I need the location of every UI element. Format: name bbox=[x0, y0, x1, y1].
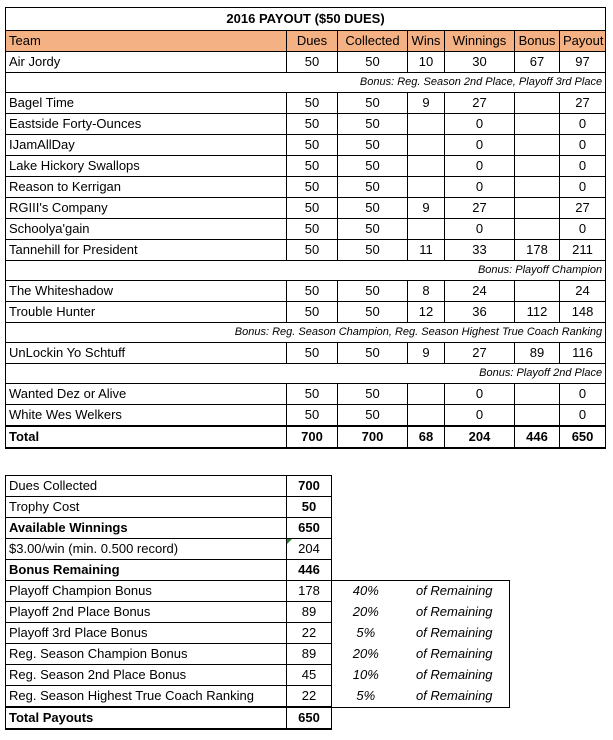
cell-payout: 0 bbox=[560, 156, 606, 177]
available-winnings-label: Available Winnings bbox=[6, 518, 287, 539]
summary-row bbox=[6, 707, 510, 729]
cell-payout: 97 bbox=[560, 52, 606, 73]
cell-wins: 11 bbox=[408, 240, 445, 261]
cell-team: Schoolya'gain bbox=[6, 219, 287, 240]
cell-payout: 0 bbox=[560, 135, 606, 156]
cell-collected: 50 bbox=[338, 198, 408, 219]
cell-bonus bbox=[515, 114, 560, 135]
cell-collected: 50 bbox=[338, 114, 408, 135]
col-header-payout: Payout bbox=[560, 31, 606, 52]
cell-bonus: 67 bbox=[515, 52, 560, 73]
cell-payout: 0 bbox=[560, 114, 606, 135]
table-row bbox=[6, 240, 606, 261]
bonus-percent: 10% bbox=[332, 665, 400, 686]
cell-bonus: 178 bbox=[515, 240, 560, 261]
cell-winnings: 24 bbox=[445, 281, 515, 302]
cell-bonus bbox=[515, 281, 560, 302]
cell-team: Air Jordy bbox=[6, 52, 287, 73]
available-winnings-value: 650 bbox=[287, 518, 332, 539]
cell-collected: 50 bbox=[338, 93, 408, 114]
trophy-cost-value: 50 bbox=[287, 497, 332, 518]
cell-wins bbox=[408, 177, 445, 198]
table-row bbox=[6, 302, 606, 323]
bonus-percent: 40% bbox=[332, 581, 400, 602]
cell-winnings: 27 bbox=[445, 343, 515, 364]
total-payout: 650 bbox=[560, 426, 606, 448]
table-row bbox=[6, 177, 606, 198]
cell-payout: 148 bbox=[560, 302, 606, 323]
table-row bbox=[6, 198, 606, 219]
cell-collected: 50 bbox=[338, 156, 408, 177]
bonus-breakdown-row bbox=[6, 581, 510, 602]
total-payouts-label: Total Payouts bbox=[6, 707, 287, 729]
cell-payout: 27 bbox=[560, 198, 606, 219]
total-payouts-value: 650 bbox=[287, 707, 332, 729]
cell-collected: 50 bbox=[338, 384, 408, 405]
bonus-label: Playoff 3rd Place Bonus bbox=[6, 623, 287, 644]
title-row bbox=[6, 8, 606, 31]
bonus-breakdown-row bbox=[6, 686, 510, 708]
cell-team: Tannehill for President bbox=[6, 240, 287, 261]
cell-bonus bbox=[515, 384, 560, 405]
cell-winnings: 30 bbox=[445, 52, 515, 73]
cell-collected: 50 bbox=[338, 302, 408, 323]
cell-wins bbox=[408, 405, 445, 427]
total-row bbox=[6, 426, 606, 448]
table-row bbox=[6, 93, 606, 114]
cell-collected: 50 bbox=[338, 240, 408, 261]
bonus-label: Reg. Season Highest True Coach Ranking bbox=[6, 686, 287, 708]
cell-wins: 10 bbox=[408, 52, 445, 73]
bonus-percent: 20% bbox=[332, 602, 400, 623]
bonus-percent: 5% bbox=[332, 686, 400, 708]
cell-bonus bbox=[515, 135, 560, 156]
trophy-cost-label: Trophy Cost bbox=[6, 497, 287, 518]
bonus-of-remaining: of Remaining bbox=[400, 665, 510, 686]
cell-bonus: 89 bbox=[515, 343, 560, 364]
cell-dues: 50 bbox=[287, 240, 338, 261]
cell-collected: 50 bbox=[338, 52, 408, 73]
total-label: Total bbox=[6, 426, 287, 448]
cell-payout: 211 bbox=[560, 240, 606, 261]
cell-team: Trouble Hunter bbox=[6, 302, 287, 323]
cell-payout: 0 bbox=[560, 177, 606, 198]
col-header-collected: Collected bbox=[338, 31, 408, 52]
bonus-value: 22 bbox=[287, 623, 332, 644]
table-row bbox=[6, 135, 606, 156]
summary-row bbox=[6, 497, 510, 518]
summary-row bbox=[6, 518, 510, 539]
cell-collected: 50 bbox=[338, 135, 408, 156]
cell-winnings: 0 bbox=[445, 384, 515, 405]
table-row bbox=[6, 405, 606, 427]
page-title: 2016 PAYOUT ($50 DUES) bbox=[6, 8, 606, 31]
cell-collected: 50 bbox=[338, 219, 408, 240]
per-win-value: 204 bbox=[287, 539, 332, 560]
summary-row bbox=[6, 539, 510, 560]
cell-wins bbox=[408, 114, 445, 135]
cell-dues: 50 bbox=[287, 177, 338, 198]
cell-dues: 50 bbox=[287, 52, 338, 73]
bonus-label: Reg. Season Champion Bonus bbox=[6, 644, 287, 665]
total-winnings: 204 bbox=[445, 426, 515, 448]
dues-collected-label: Dues Collected bbox=[6, 476, 287, 497]
cell-collected: 50 bbox=[338, 177, 408, 198]
bonus-percent: 5% bbox=[332, 623, 400, 644]
cell-team: IJamAllDay bbox=[6, 135, 287, 156]
col-header-wins: Wins bbox=[408, 31, 445, 52]
bonus-remaining-label: Bonus Remaining bbox=[6, 560, 287, 581]
payout-table bbox=[5, 7, 606, 449]
cell-team: UnLockin Yo Schtuff bbox=[6, 343, 287, 364]
cell-bonus bbox=[515, 156, 560, 177]
cell-dues: 50 bbox=[287, 198, 338, 219]
cell-collected: 50 bbox=[338, 281, 408, 302]
bonus-of-remaining: of Remaining bbox=[400, 686, 510, 708]
cell-payout: 24 bbox=[560, 281, 606, 302]
bonus-note-row bbox=[6, 323, 606, 343]
cell-wins: 9 bbox=[408, 343, 445, 364]
cell-winnings: 36 bbox=[445, 302, 515, 323]
cell-payout: 0 bbox=[560, 384, 606, 405]
bonus-breakdown-row bbox=[6, 644, 510, 665]
bonus-percent: 20% bbox=[332, 644, 400, 665]
bonus-note-row bbox=[6, 364, 606, 384]
bonus-breakdown-row bbox=[6, 602, 510, 623]
table-row bbox=[6, 384, 606, 405]
table-row bbox=[6, 156, 606, 177]
bonus-value: 89 bbox=[287, 602, 332, 623]
cell-team: Wanted Dez or Alive bbox=[6, 384, 287, 405]
cell-bonus bbox=[515, 93, 560, 114]
bonus-breakdown-row bbox=[6, 665, 510, 686]
summary-table bbox=[5, 475, 510, 730]
cell-dues: 50 bbox=[287, 405, 338, 427]
cell-dues: 50 bbox=[287, 219, 338, 240]
bonus-of-remaining: of Remaining bbox=[400, 602, 510, 623]
cell-wins bbox=[408, 156, 445, 177]
cell-dues: 50 bbox=[287, 93, 338, 114]
bonus-value: 45 bbox=[287, 665, 332, 686]
cell-bonus bbox=[515, 198, 560, 219]
bonus-of-remaining: of Remaining bbox=[400, 581, 510, 602]
cell-winnings: 0 bbox=[445, 219, 515, 240]
cell-team: Reason to Kerrigan bbox=[6, 177, 287, 198]
col-header-dues: Dues bbox=[287, 31, 338, 52]
cell-team: RGIII's Company bbox=[6, 198, 287, 219]
table-row bbox=[6, 281, 606, 302]
cell-wins: 12 bbox=[408, 302, 445, 323]
cell-wins: 9 bbox=[408, 198, 445, 219]
cell-payout: 116 bbox=[560, 343, 606, 364]
cell-bonus bbox=[515, 177, 560, 198]
bonus-label: Playoff 2nd Place Bonus bbox=[6, 602, 287, 623]
bonus-note: Bonus: Reg. Season 2nd Place, Playoff 3rd Place bbox=[6, 73, 606, 93]
bonus-of-remaining: of Remaining bbox=[400, 644, 510, 665]
bonus-note-row bbox=[6, 73, 606, 93]
cell-winnings: 0 bbox=[445, 177, 515, 198]
bonus-remaining-value: 446 bbox=[287, 560, 332, 581]
cell-wins bbox=[408, 135, 445, 156]
bonus-note-row bbox=[6, 261, 606, 281]
cell-bonus: 112 bbox=[515, 302, 560, 323]
cell-dues: 50 bbox=[287, 114, 338, 135]
total-wins: 68 bbox=[408, 426, 445, 448]
header-row bbox=[6, 31, 606, 52]
bonus-breakdown-row bbox=[6, 623, 510, 644]
cell-wins bbox=[408, 219, 445, 240]
summary-row bbox=[6, 560, 510, 581]
cell-bonus bbox=[515, 405, 560, 427]
cell-team: Eastside Forty-Ounces bbox=[6, 114, 287, 135]
col-header-winnings: Winnings bbox=[445, 31, 515, 52]
bonus-value: 89 bbox=[287, 644, 332, 665]
cell-dues: 50 bbox=[287, 302, 338, 323]
total-dues: 700 bbox=[287, 426, 338, 448]
summary-row bbox=[6, 476, 510, 497]
dues-collected-value: 700 bbox=[287, 476, 332, 497]
cell-payout: 0 bbox=[560, 219, 606, 240]
bonus-label: Playoff Champion Bonus bbox=[6, 581, 287, 602]
bonus-label: Reg. Season 2nd Place Bonus bbox=[6, 665, 287, 686]
cell-payout: 27 bbox=[560, 93, 606, 114]
cell-winnings: 27 bbox=[445, 93, 515, 114]
table-row bbox=[6, 219, 606, 240]
cell-team: White Wes Welkers bbox=[6, 405, 287, 427]
cell-dues: 50 bbox=[287, 156, 338, 177]
per-win-label: $3.00/win (min. 0.500 record) bbox=[6, 539, 287, 560]
cell-payout: 0 bbox=[560, 405, 606, 427]
total-bonus: 446 bbox=[515, 426, 560, 448]
cell-winnings: 27 bbox=[445, 198, 515, 219]
cell-dues: 50 bbox=[287, 135, 338, 156]
cell-wins: 8 bbox=[408, 281, 445, 302]
cell-collected: 50 bbox=[338, 343, 408, 364]
cell-winnings: 0 bbox=[445, 405, 515, 427]
table-row bbox=[6, 52, 606, 73]
col-header-bonus: Bonus bbox=[515, 31, 560, 52]
table-row bbox=[6, 343, 606, 364]
cell-team: Lake Hickory Swallops bbox=[6, 156, 287, 177]
cell-team: Bagel Time bbox=[6, 93, 287, 114]
cell-winnings: 0 bbox=[445, 135, 515, 156]
cell-collected: 50 bbox=[338, 405, 408, 427]
cell-wins: 9 bbox=[408, 93, 445, 114]
col-header-team: Team bbox=[6, 31, 287, 52]
cell-bonus bbox=[515, 219, 560, 240]
bonus-value: 178 bbox=[287, 581, 332, 602]
cell-dues: 50 bbox=[287, 281, 338, 302]
cell-dues: 50 bbox=[287, 343, 338, 364]
bonus-note: Bonus: Reg. Season Champion, Reg. Season Highest True Coach Ranking bbox=[6, 323, 606, 343]
table-row bbox=[6, 114, 606, 135]
cell-winnings: 33 bbox=[445, 240, 515, 261]
cell-dues: 50 bbox=[287, 384, 338, 405]
total-collected: 700 bbox=[338, 426, 408, 448]
bonus-note: Bonus: Playoff 2nd Place bbox=[6, 364, 606, 384]
bonus-note: Bonus: Playoff Champion bbox=[6, 261, 606, 281]
cell-wins bbox=[408, 384, 445, 405]
bonus-value: 22 bbox=[287, 686, 332, 708]
cell-winnings: 0 bbox=[445, 156, 515, 177]
cell-winnings: 0 bbox=[445, 114, 515, 135]
bonus-of-remaining: of Remaining bbox=[400, 623, 510, 644]
cell-team: The Whiteshadow bbox=[6, 281, 287, 302]
